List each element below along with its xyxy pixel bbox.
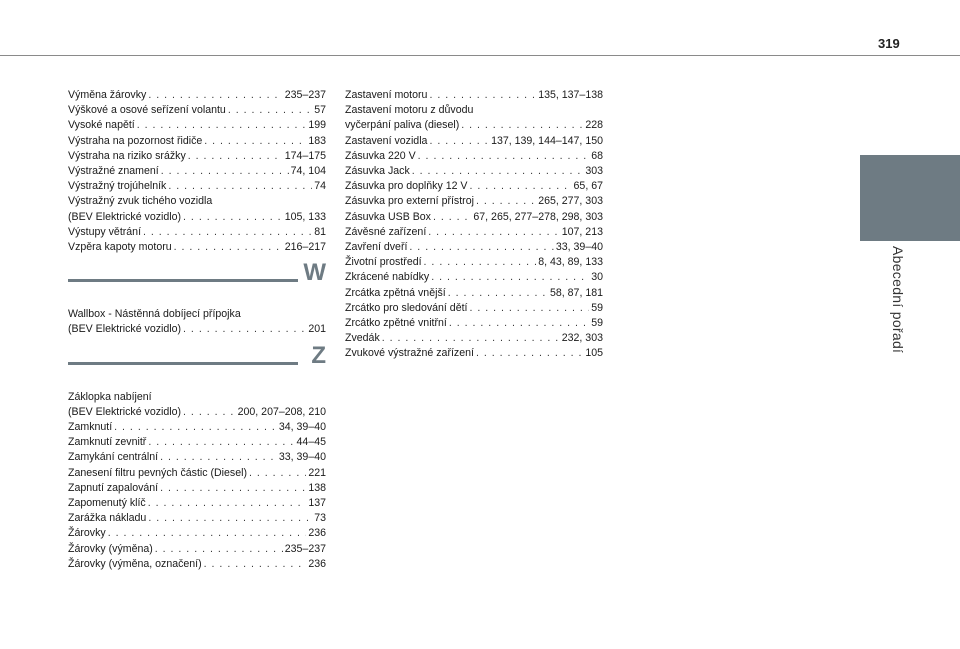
dot-leader bbox=[148, 88, 282, 103]
dot-leader bbox=[160, 450, 277, 465]
index-term: Vysoké napětí bbox=[68, 119, 135, 132]
index-pages: 107, 213 bbox=[561, 225, 603, 238]
dot-leader bbox=[382, 331, 560, 346]
index-term: Zásuvka pro externí přístroj bbox=[345, 195, 474, 208]
index-term: Zanesení filtru pevných částic (Diesel) bbox=[68, 466, 247, 479]
index-pages: 236 bbox=[308, 557, 326, 570]
letter-w: W bbox=[303, 259, 326, 287]
index-column-right bbox=[345, 88, 603, 362]
index-term: Zkrácené nabídky bbox=[345, 271, 430, 284]
index-entry bbox=[68, 225, 326, 240]
index-term: Zrcátko pro sledování dětí bbox=[345, 301, 468, 314]
index-entry bbox=[68, 526, 326, 541]
index-term: Zamknutí bbox=[68, 421, 113, 434]
index-pages: 200, 207–208, 210 bbox=[237, 405, 326, 418]
index-term: Žárovky bbox=[68, 527, 106, 540]
index-pages: 138 bbox=[308, 481, 326, 494]
dot-leader bbox=[143, 225, 312, 240]
dot-leader bbox=[204, 557, 307, 572]
index-pages: 137 bbox=[308, 497, 326, 510]
index-term: (BEV Elektrické vozidlo) bbox=[68, 405, 182, 418]
index-entry bbox=[68, 322, 326, 337]
dot-leader bbox=[431, 270, 589, 285]
index-pages: 183 bbox=[308, 134, 326, 147]
index-pages: 67, 265, 277–278, 298, 303 bbox=[473, 210, 603, 223]
index-pages: 34, 39–40 bbox=[278, 421, 326, 434]
dot-leader bbox=[461, 118, 583, 133]
index-term: Zásuvka Jack bbox=[345, 165, 410, 178]
index-entry bbox=[345, 270, 603, 285]
index-entry bbox=[68, 118, 326, 133]
index-term: Výstraha na pozornost řidiče bbox=[68, 134, 203, 147]
index-pages: 8, 43, 89, 133 bbox=[538, 256, 603, 269]
index-entry bbox=[68, 435, 326, 450]
index-term: Zásuvka pro doplňky 12 V bbox=[345, 180, 468, 193]
index-entry bbox=[68, 149, 326, 164]
index-pages: 135, 137–138 bbox=[538, 89, 603, 101]
index-entry bbox=[68, 450, 326, 465]
header-rule bbox=[0, 55, 960, 56]
dot-leader bbox=[148, 496, 307, 511]
dot-leader bbox=[409, 240, 553, 255]
index-term: Výstraha na riziko srážky bbox=[68, 149, 186, 162]
letter-rule bbox=[68, 362, 298, 365]
index-term: Žárovky (výměna) bbox=[68, 542, 153, 555]
dot-leader bbox=[155, 542, 283, 557]
index-entry bbox=[345, 194, 603, 209]
dot-leader bbox=[412, 164, 584, 179]
index-term: Zastavení motoru z důvodu bbox=[345, 104, 474, 117]
index-column-left bbox=[68, 88, 326, 572]
index-pages: 68 bbox=[591, 149, 603, 162]
index-entry bbox=[68, 134, 326, 149]
index-term: Zastavení vozidla bbox=[345, 134, 428, 147]
letter-heading-z bbox=[68, 341, 326, 386]
index-pages: 199 bbox=[308, 119, 326, 132]
index-entry bbox=[68, 179, 326, 194]
index-pages: 232, 303 bbox=[561, 332, 603, 345]
index-entry bbox=[345, 316, 603, 331]
index-term: Zapnutí zapalování bbox=[68, 481, 159, 494]
dot-leader bbox=[148, 511, 312, 526]
index-term: (BEV Elektrické vozidlo) bbox=[68, 210, 182, 223]
dot-leader bbox=[204, 134, 306, 149]
dot-leader bbox=[449, 316, 589, 331]
index-pages: 57 bbox=[314, 104, 326, 117]
index-term: Výstražný trojúhelník bbox=[68, 180, 167, 193]
index-term: Zamykání centrální bbox=[68, 451, 159, 464]
index-term: Výměna žárovky bbox=[68, 89, 147, 101]
index-term: Výškové a osové seřízení volantu bbox=[68, 104, 226, 117]
index-term: Výstražné znamení bbox=[68, 165, 159, 178]
index-pages: 33, 39–40 bbox=[278, 451, 326, 464]
index-entry bbox=[345, 225, 603, 240]
dot-leader bbox=[183, 405, 236, 420]
index-entry bbox=[68, 210, 326, 225]
dot-leader bbox=[108, 526, 307, 541]
index-entry bbox=[345, 134, 603, 149]
index-pages: 228 bbox=[585, 119, 603, 132]
index-pages: 59 bbox=[591, 301, 603, 314]
index-entry bbox=[68, 542, 326, 557]
dot-leader bbox=[429, 88, 536, 103]
index-group-z bbox=[68, 390, 326, 572]
index-entry bbox=[68, 481, 326, 496]
index-group-z-continued bbox=[345, 88, 603, 362]
index-entry bbox=[68, 88, 326, 103]
index-term: Žárovky (výměna, označení) bbox=[68, 557, 202, 570]
dot-leader bbox=[433, 210, 471, 225]
index-group-v bbox=[68, 88, 326, 255]
index-term: Zrcátka zpětná vnější bbox=[345, 286, 446, 299]
dot-leader bbox=[428, 225, 559, 240]
index-pages: 235–237 bbox=[284, 89, 326, 101]
index-term: Výstražný zvuk tichého vozidla bbox=[68, 195, 213, 208]
index-entry bbox=[68, 103, 326, 118]
index-pages: 105, 133 bbox=[284, 210, 326, 223]
page-number: 319 bbox=[878, 36, 900, 51]
index-term: Zásuvka USB Box bbox=[345, 210, 431, 223]
index-pages: 201 bbox=[308, 323, 326, 336]
index-pages: 73 bbox=[314, 512, 326, 525]
index-group-w bbox=[68, 307, 326, 337]
index-pages: 74 bbox=[314, 180, 326, 193]
index-entry bbox=[68, 240, 326, 255]
index-pages: 303 bbox=[585, 165, 603, 178]
index-term: Zamknutí zevnitř bbox=[68, 436, 147, 449]
letter-z: Z bbox=[311, 341, 326, 369]
index-entry bbox=[345, 88, 603, 103]
dot-leader bbox=[174, 240, 283, 255]
index-term: Zvukové výstražné zařízení bbox=[345, 347, 474, 360]
index-pages: 30 bbox=[591, 271, 603, 284]
index-pages: 59 bbox=[591, 317, 603, 330]
index-pages: 105 bbox=[585, 347, 603, 360]
index-pages: 33, 39–40 bbox=[555, 241, 603, 254]
index-term: Vzpěra kapoty motoru bbox=[68, 241, 172, 254]
dot-leader bbox=[188, 149, 283, 164]
index-term: Zastavení motoru bbox=[345, 89, 428, 101]
index-pages: 221 bbox=[308, 466, 326, 479]
index-entry bbox=[68, 557, 326, 572]
dot-leader bbox=[183, 210, 283, 225]
index-term: Závěsné zařízení bbox=[345, 225, 427, 238]
index-pages: 265, 277, 303 bbox=[538, 195, 603, 208]
index-term: Zrcátko zpětné vnitřní bbox=[345, 317, 447, 330]
index-entry bbox=[345, 331, 603, 346]
index-term: Wallbox - Nástěnná dobíjecí přípojka bbox=[68, 308, 241, 321]
index-entry bbox=[68, 466, 326, 481]
dot-leader bbox=[469, 301, 589, 316]
index-pages: 81 bbox=[314, 225, 326, 238]
dot-leader bbox=[429, 134, 489, 149]
index-term: Zásuvka 220 V bbox=[345, 149, 416, 162]
index-pages: 44–45 bbox=[296, 436, 326, 449]
index-term: Zarážka nákladu bbox=[68, 512, 147, 525]
dot-leader bbox=[168, 179, 312, 194]
index-term: (BEV Elektrické vozidlo) bbox=[68, 323, 182, 336]
index-pages: 65, 67 bbox=[573, 180, 603, 193]
index-term: Životní prostředí bbox=[345, 256, 422, 269]
index-pages: 58, 87, 181 bbox=[549, 286, 603, 299]
index-term: Zvedák bbox=[345, 332, 380, 345]
index-entry bbox=[68, 405, 326, 420]
dot-leader bbox=[228, 103, 312, 118]
index-pages: 137, 139, 144–147, 150 bbox=[491, 134, 603, 147]
index-entry bbox=[345, 286, 603, 301]
letter-rule bbox=[68, 279, 298, 282]
dot-leader bbox=[114, 420, 277, 435]
dot-leader bbox=[161, 164, 289, 179]
index-entry bbox=[345, 346, 603, 361]
index-entry bbox=[345, 240, 603, 255]
dot-leader bbox=[249, 466, 306, 481]
section-tab-label: Abecední pořadí bbox=[890, 246, 906, 354]
index-pages: 74, 104 bbox=[290, 165, 326, 178]
index-entry bbox=[345, 301, 603, 316]
index-entry bbox=[345, 179, 603, 194]
dot-leader bbox=[476, 346, 583, 361]
index-entry bbox=[345, 255, 603, 270]
index-entry bbox=[68, 496, 326, 511]
dot-leader bbox=[148, 435, 294, 450]
index-pages: 216–217 bbox=[284, 241, 326, 254]
dot-leader bbox=[424, 255, 537, 270]
index-term: Zavření dveří bbox=[345, 241, 408, 254]
index-pages: 235–237 bbox=[284, 542, 326, 555]
index-entry bbox=[345, 118, 603, 133]
index-entry bbox=[68, 164, 326, 179]
section-tab bbox=[860, 155, 960, 241]
index-entry bbox=[345, 149, 603, 164]
index-term: vyčerpání paliva (diesel) bbox=[345, 119, 460, 132]
index-entry bbox=[68, 420, 326, 435]
index-entry bbox=[345, 164, 603, 179]
index-term: Zapomenutý klíč bbox=[68, 497, 146, 510]
dot-leader bbox=[137, 118, 307, 133]
index-pages: 236 bbox=[308, 527, 326, 540]
index-pages: 174–175 bbox=[284, 149, 326, 162]
letter-heading-w bbox=[68, 259, 326, 303]
index-entry bbox=[68, 511, 326, 526]
dot-leader bbox=[448, 286, 548, 301]
dot-leader bbox=[476, 194, 536, 209]
dot-leader bbox=[418, 149, 590, 164]
dot-leader bbox=[183, 322, 306, 337]
index-term: Záklopka nabíjení bbox=[68, 390, 152, 403]
index-entry bbox=[345, 210, 603, 225]
index-term: Výstupy větrání bbox=[68, 225, 142, 238]
dot-leader bbox=[470, 179, 572, 194]
dot-leader bbox=[160, 481, 306, 496]
